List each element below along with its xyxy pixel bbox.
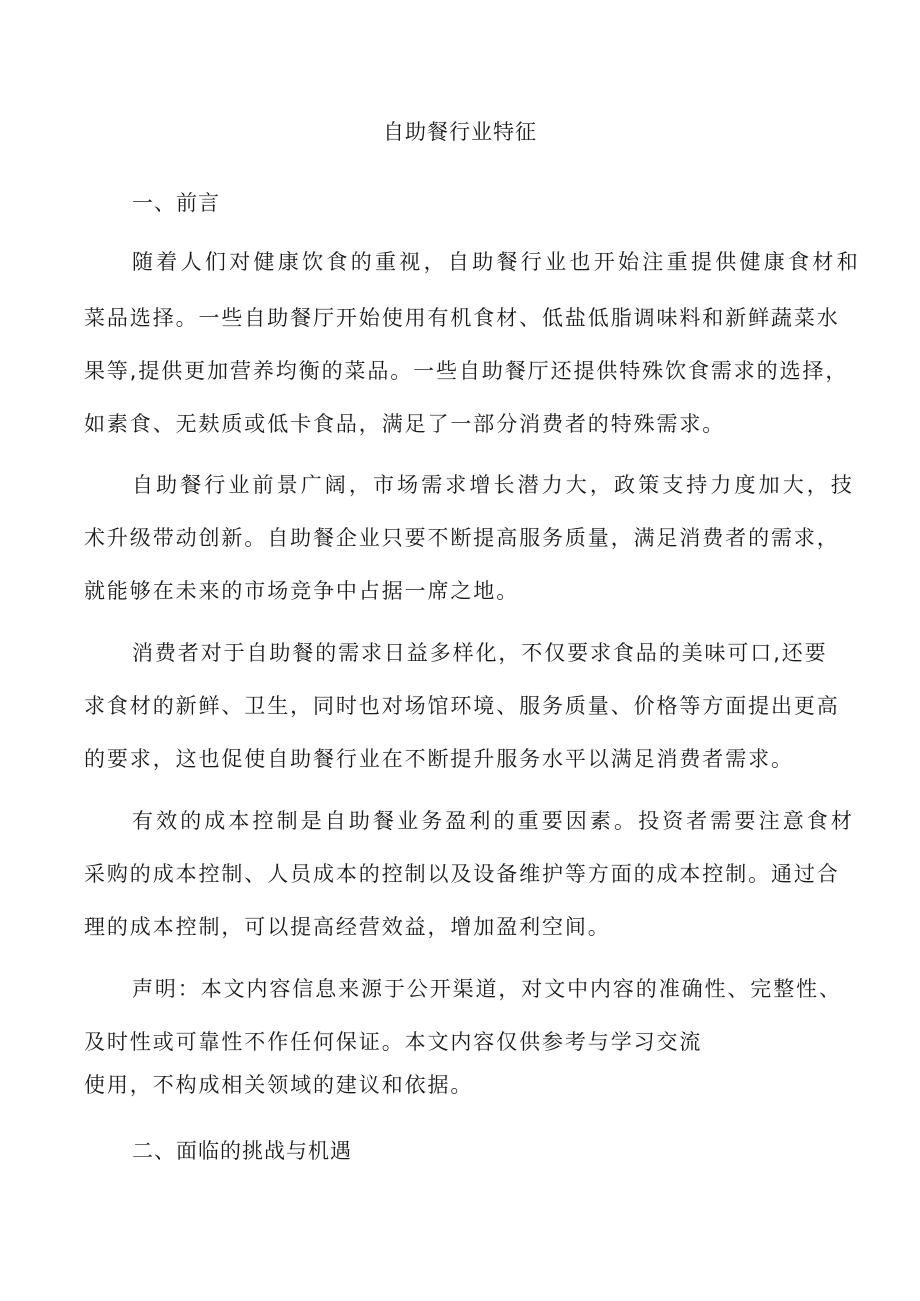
paragraph-line: 有效的成本控制是自助餐业务盈利的重要因素。投资者需要注意食材 (132, 809, 855, 833)
paragraph-line: 术升级带动创新。自助餐企业只要不断提高服务质量，满足消费者的需求， (84, 526, 840, 550)
paragraph-line: 采购的成本控制、人员成本的控制以及设备维护等方面的成本控制。通过合 (84, 862, 840, 886)
paragraph-line: 使用，不构成相关领域的建议和依据。 (84, 1073, 474, 1097)
paragraph-line: 及时性或可靠性不作任何保证。本文内容仅供参考与学习交流 (84, 1030, 703, 1054)
paragraph-line: 的要求，这也促使自助餐行业在不断提升服务水平以满足消费者需求。 (84, 747, 794, 771)
paragraph-line: 如素食、无麸质或低卡食品，满足了一部分消费者的特殊需求。 (84, 412, 726, 436)
paragraph-line: 理的成本控制，可以提高经营效益，增加盈利空间。 (84, 915, 611, 939)
paragraph-line: 菜品选择。一些自助餐厅开始使用有机食材、低盐低脂调味料和新鲜蔬菜水 (84, 306, 840, 330)
paragraph-line: 声明：本文内容信息来源于公开渠道，对文中内容的准确性、完整性、 (132, 977, 842, 1001)
paragraph-line: 求食材的新鲜、卫生，同时也对场馆环境、服务质量、价格等方面提出更高 (84, 694, 840, 718)
section-heading-challenges: 二、面临的挑战与机遇 (132, 1139, 352, 1163)
paragraph-line: 消费者对于自助餐的需求日益多样化，不仅要求食品的美味可口,还要 (132, 641, 828, 665)
paragraph-line: 自助餐行业前景广阔，市场需求增长潜力大，政策支持力度加大，技 (132, 473, 855, 497)
paragraph-line: 随着人们对健康饮食的重视，自助餐行业也开始注重提供健康食材和 (132, 250, 861, 274)
section-heading-intro: 一、前言 (132, 191, 220, 215)
document-title: 自助餐行业特征 (383, 120, 537, 144)
paragraph-line: 果等,提供更加营养均衡的菜品。一些自助餐厅还提供特殊饮食需求的选择， (84, 359, 849, 383)
paragraph-line: 就能够在未来的市场竞争中占据一席之地。 (84, 579, 520, 603)
